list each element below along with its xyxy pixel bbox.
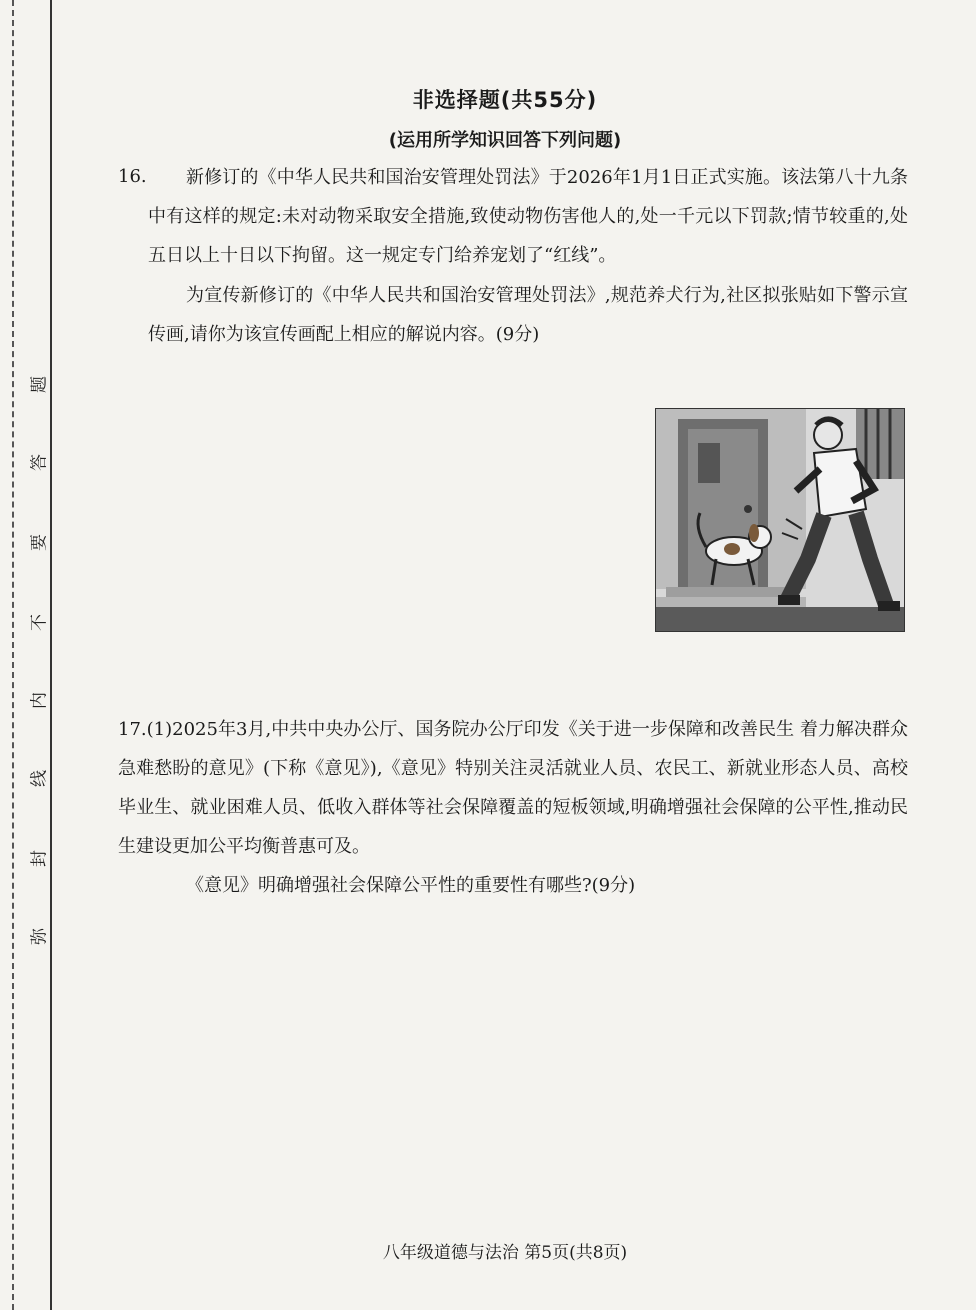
seal-char: 内 <box>29 692 50 709</box>
q16-paragraph-2: 为宣传新修订的《中华人民共和国治安管理处罚法》,规范养犬行为,社区拟张贴如下警示宣传画,请你为该宣传画配上相应的解说内容。(9分) <box>148 285 908 345</box>
seal-char: 答 <box>29 454 50 471</box>
q17-paragraph-1: 17.(1)2025年3月,中共中央办公厅、国务院办公厅印发《关于进一步保障和改善民生 着力解决群众急难愁盼的意见》(下称《意见》),《意见》特别关注灵活就业人员、农民工、新就业形态人员、高校毕业生、就业困难人员、低收入群体等社会保障覆盖的短板领域,明确增强社会保障的公平性,推动民生建设更加公平均衡普惠可及。 <box>118 719 908 857</box>
section-title: 非选择题(共55分) <box>412 88 598 112</box>
page-footer: 八年级道德与法治 第5页(共8页) <box>382 1243 628 1263</box>
section-subtitle: (运用所学知识回答下列问题) <box>388 130 622 151</box>
seal-char: 题 <box>29 376 50 393</box>
question-number-16: 16. <box>118 166 147 187</box>
margin-solid-line <box>50 0 52 1310</box>
seal-char: 不 <box>29 614 50 631</box>
fold-dashed-line <box>12 0 14 1310</box>
dog-chasing-man-illustration <box>656 409 904 631</box>
warning-poster-illustration <box>655 408 905 632</box>
seal-char: 线 <box>29 770 50 787</box>
seal-char: 要 <box>29 534 50 551</box>
seal-char: 封 <box>29 850 50 867</box>
q16-paragraph-1: 新修订的《中华人民共和国治安管理处罚法》于2026年1月1日正式实施。该法第八十九条中有这样的规定:未对动物采取安全措施,致使动物伤害他人的,处一千元以下罚款;情节较重的,处五日以上十日以下拘留。这一规定专门给养宠划了“红线”。 <box>148 167 908 266</box>
seal-char: 弥 <box>29 928 50 945</box>
q17-paragraph-2: 《意见》明确增强社会保障公平性的重要性有哪些?(9分) <box>186 875 636 896</box>
